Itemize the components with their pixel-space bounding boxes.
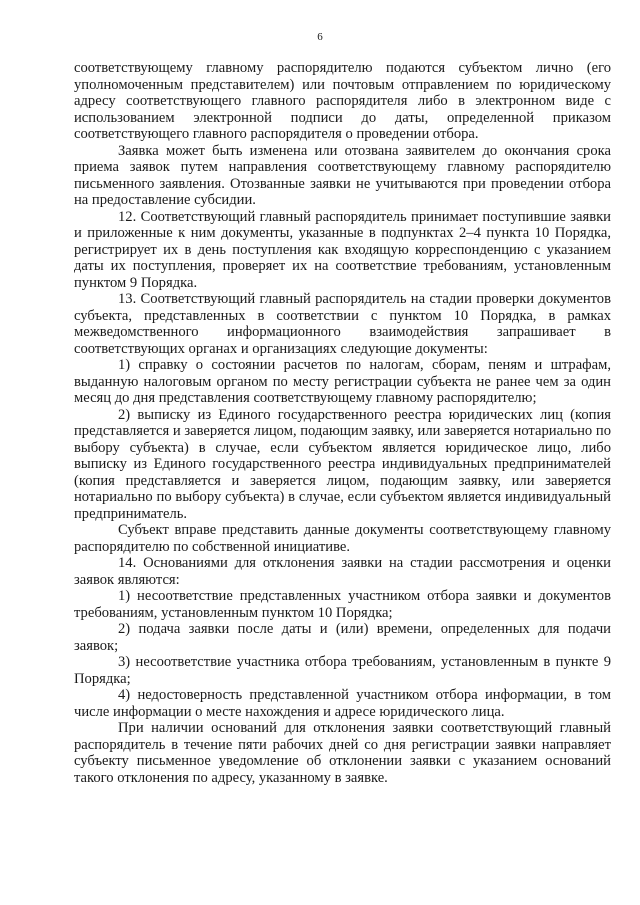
list-item: 3) несоответствие участника отбора требованиям, установленным в пункте 9 Порядка; [74, 654, 611, 687]
paragraph: 12. Соответствующий главный распорядитель принимает поступившие заявки и приложенные к ним документы, указанные в подпунктах 2–4 пункта 10 Порядка, регистрирует их в день поступления как входящую корреспонденцию с указанием даты их поступления, проверяет их на соответствие требованиям, установленным пунктом 9 Порядка. [74, 208, 611, 291]
list-item: 1) несоответствие представленных участником отбора заявки и документов требованиям, установленным пунктом 10 Порядка; [74, 588, 611, 621]
paragraph: 14. Основаниями для отклонения заявки на стадии рассмотрения и оценки заявок являются: [74, 555, 611, 588]
paragraph: 13. Соответствующий главный распорядитель на стадии проверки документов субъекта, представленных в соответствии с пунктом 10 Порядка, в рамках межведомственного информационного взаимодействия запрашивает в соответствующих органах и организациях следующие документы: [74, 291, 611, 357]
paragraph: Заявка может быть изменена или отозвана заявителем до окончания срока приема заявок путем направления соответствующему главному распорядителю письменного заявления. Отозванные заявки не учитываются при проведении отбора на предоставление субсидии. [74, 142, 611, 208]
paragraph: соответствующему главному распорядителю подаются субъектом лично (его уполномоченным представителем) или почтовым отправлением по юридическому адресу соответствующего главного распорядителя либо в электронном виде с использованием электронной подписи до даты, определенной приказом соответствующего главного распорядителя о проведении отбора. [74, 60, 611, 142]
list-item: 2) подача заявки после даты и (или) времени, определенных для подачи заявок; [74, 621, 611, 654]
list-item: 4) недостоверность представленной участником отбора информации, в том числе информации о месте нахождения и адресе юридического лица. [74, 687, 611, 720]
page-number: 6 [317, 31, 323, 43]
paragraph: При наличии оснований для отклонения заявки соответствующий главный распорядитель в течение пяти рабочих дней со дня регистрации заявки направляет субъекту письменное уведомление об отклонении заявки с указанием оснований такого отклонения по адресу, указанному в заявке. [74, 720, 611, 786]
list-item: 2) выписку из Единого государственного реестра юридических лиц (копия представляется и заверяется лицом, подающим заявку, или заверяется нотариально по выбору субъекта) в случае, если субъектом является юридическое лицо, либо выписку из Единого государственного реестра индивидуальных предпринимателей (копия представляется и заверяется лицом, подающим заявку, или заверяется нотариально по выбору субъекта) в случае, если субъектом является индивидуальный предприниматель. [74, 406, 611, 522]
list-item: 1) справку о состоянии расчетов по налогам, сборам, пеням и штрафам, выданную налоговым органом по месту регистрации субъекта не ранее чем за один месяц до дня представления соответствующему главному распорядителю; [74, 357, 611, 406]
document-body [74, 60, 611, 786]
paragraph: Субъект вправе представить данные документы соответствующему главному распорядителю по собственной инициативе. [74, 522, 611, 555]
